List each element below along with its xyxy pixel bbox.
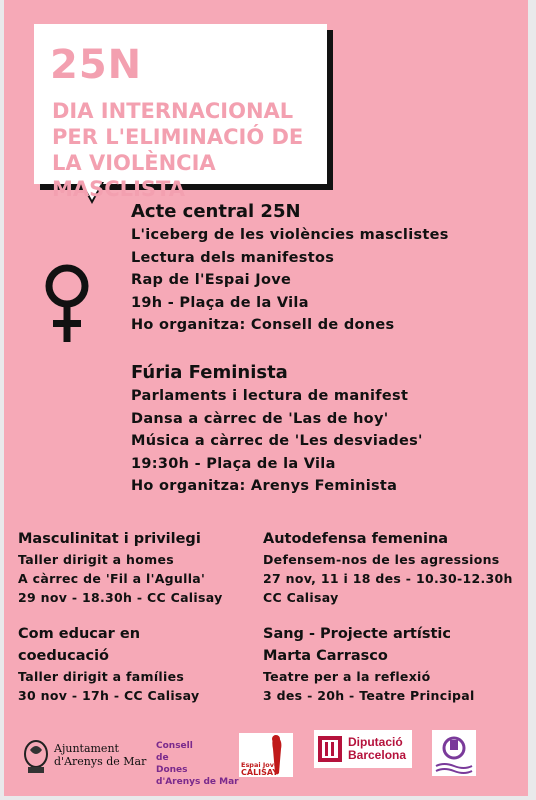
event-acte-central [131, 200, 449, 337]
diputacio-line: Diputació [348, 735, 403, 749]
consell-line: d'Arenys de Mar [156, 777, 239, 787]
event-title: Acte central 25N [131, 201, 301, 222]
arenys-feminista-logo [432, 730, 476, 776]
header-number: 25N [50, 42, 143, 88]
workshop-line: A càrrec de 'Fil a l'Agulla' [18, 571, 206, 586]
espai-line: CALISAY [241, 768, 279, 777]
workshop-line: 29 nov - 18.30h - CC Calisay [18, 590, 223, 605]
consell-dones-logo [156, 740, 239, 788]
diputacio-line: Barcelona [348, 748, 407, 762]
workshop-sang [263, 623, 475, 705]
workshop-title: Sang - Projecte artístic [263, 626, 451, 642]
workshop-title: coeducació [18, 648, 110, 664]
event-title: Fúria Feminista [131, 362, 288, 383]
workshop-line: Taller dirigit a famílies [18, 669, 185, 684]
event-line: Ho organitza: Consell de dones [131, 317, 395, 333]
workshop-title: Autodefensa femenina [263, 531, 449, 547]
workshop-title: Com educar en [18, 626, 141, 642]
workshop-line: 27 nov, 11 i 18 des - 10.30-12.30h [263, 571, 513, 586]
workshop-line: Defensem-nos de les agressions [263, 552, 500, 567]
ajuntament-logo-text [54, 742, 146, 768]
workshop-title: Masculinitat i privilegi [18, 531, 201, 547]
workshop-line: 3 des - 20h - Teatre Principal [263, 688, 475, 703]
workshop-masculinitat [18, 528, 223, 607]
workshop-coeducacio [18, 623, 199, 705]
workshop-autodefensa [263, 528, 513, 607]
venus-icon [42, 262, 92, 348]
diputacio-text [348, 736, 406, 762]
event-line: Música a càrrec de 'Les desviades' [131, 433, 423, 449]
event-line: 19h - Plaça de la Vila [131, 294, 309, 311]
event-line: Parlaments i lectura de manifest [131, 388, 409, 404]
header-title: DIA INTERNACIONAL PER L'ELIMINACIÓ DE LA VIOLÈNCIA MASCLISTA [52, 99, 304, 201]
event-line: Rap de l'Espai Jove [131, 272, 292, 288]
ajuntament-line: d'Arenys de Mar [54, 755, 147, 768]
workshop-line: CC Calisay [263, 590, 339, 605]
espai-line: Espai Jove [241, 761, 279, 769]
event-line: Lectura dels manifestos [131, 249, 335, 266]
workshop-line: Teatre per a la reflexió [263, 669, 431, 684]
consell-line: Consell [156, 741, 193, 751]
event-furia-feminista [131, 361, 423, 498]
workshop-title: Marta Carrasco [263, 648, 388, 664]
espai-jove-text [241, 762, 278, 776]
event-line: L'iceberg de les violències masclistes [131, 227, 449, 243]
ajuntament-line: Ajuntament [54, 742, 119, 755]
workshop-line: 30 nov - 17h - CC Calisay [18, 688, 200, 703]
workshop-line: Taller dirigit a homes [18, 552, 174, 567]
event-line: 19:30h - Plaça de la Vila [131, 455, 336, 472]
event-line: Ho organitza: Arenys Feminista [131, 478, 398, 494]
consell-line: Dones [156, 765, 188, 775]
ajuntament-crest-icon [22, 738, 50, 780]
consell-line: de [156, 753, 169, 763]
event-line: Dansa a càrrec de 'Las de hoy' [131, 410, 389, 427]
